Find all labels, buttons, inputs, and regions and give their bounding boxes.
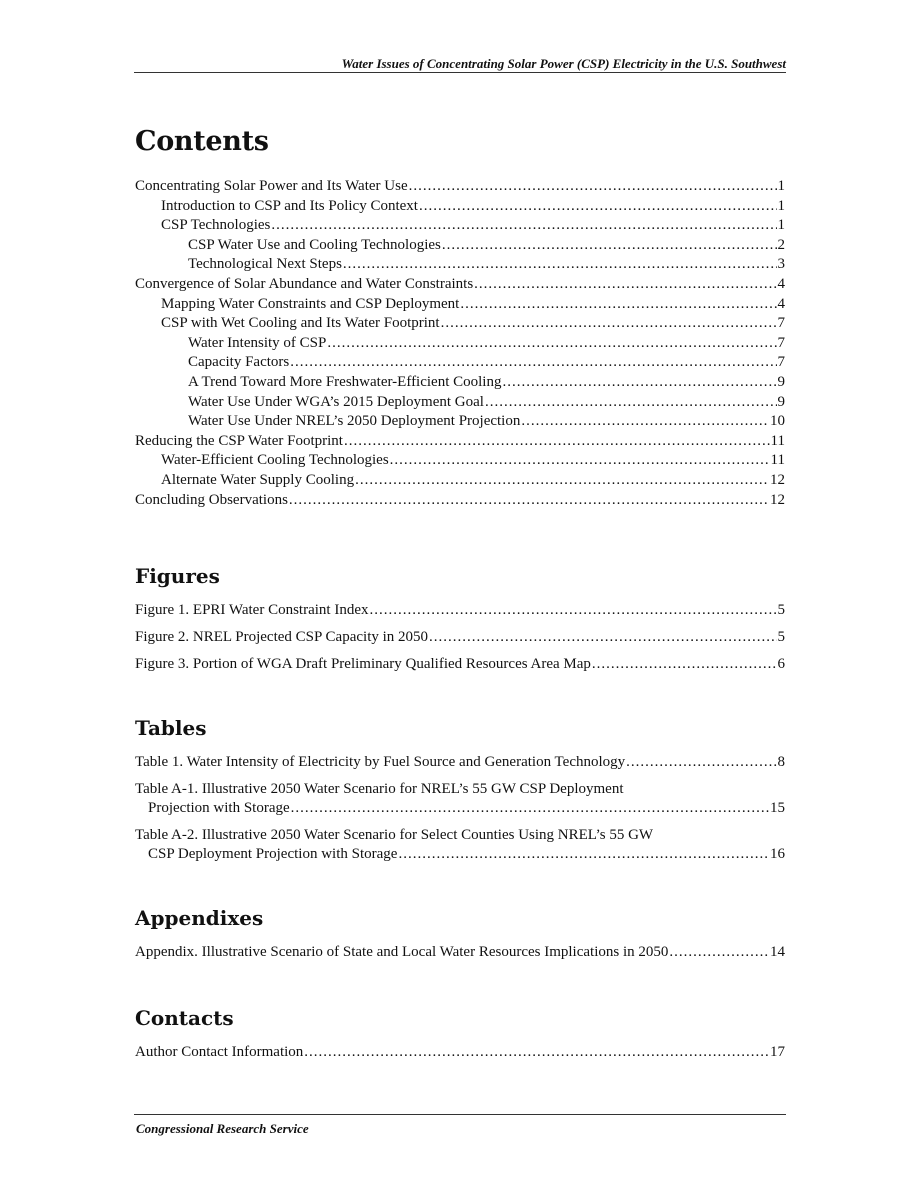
toc-entry-page: 10 (770, 413, 785, 430)
toc-entry-page: 9 (777, 373, 785, 390)
leader-dots (327, 334, 776, 354)
leader-dots (369, 601, 776, 621)
toc-entry[interactable] (135, 393, 785, 413)
toc-entry-page: 4 (777, 295, 785, 312)
toc-entry-page: 12 (770, 471, 785, 488)
toc-entry-page: 2 (777, 236, 785, 253)
toc-entry-title: CSP Water Use and Cooling Technologies (188, 236, 441, 253)
tables-list (135, 753, 785, 872)
toc-entry-page: 1 (777, 217, 785, 234)
leader-dots (521, 412, 769, 432)
toc-entry-page: 1 (777, 178, 785, 194)
toc-entry-page: 11 (770, 432, 785, 449)
toc-entry[interactable] (135, 216, 785, 236)
toc-entry[interactable] (135, 197, 785, 217)
contents-heading: Contents (135, 126, 269, 157)
toc-entry[interactable] (135, 451, 785, 471)
leader-dots (290, 353, 776, 373)
toc-entry-title: Introduction to CSP and Its Policy Context (161, 197, 418, 214)
contacts-list (135, 1043, 785, 1063)
toc-entry-title: CSP with Wet Cooling and Its Water Footprint (161, 315, 440, 332)
running-header: Water Issues of Concentrating Solar Power (CSP) Electricity in the U.S. Southwest (341, 56, 786, 71)
toc-entry-title: Mapping Water Constraints and CSP Deployment (161, 295, 460, 312)
toc-entry[interactable] (135, 236, 785, 256)
toc-entry[interactable] (135, 412, 785, 432)
toc-entry-page: 6 (777, 656, 785, 673)
toc-entry-page: 7 (777, 334, 785, 351)
leader-dots (502, 373, 776, 393)
toc-entry-page: 9 (777, 393, 785, 410)
leader-dots (271, 216, 776, 236)
toc-entry-page: 3 (777, 256, 785, 273)
toc-entry-table-a1[interactable]: Table A-1. Illustrative 2050 Water Scenario for NREL’s 55 GW CSP Deployment Projection with Storage ..... 15 (135, 780, 785, 819)
leader-dots (669, 943, 769, 963)
footer-rule (134, 1114, 786, 1115)
toc-entry-title: A Trend Toward More Freshwater-Efficient Cooling (188, 373, 502, 390)
leader-dots (344, 432, 770, 452)
toc-entry-page: 1 (777, 197, 785, 214)
toc-entry[interactable] (135, 491, 785, 511)
toc-entry-title: Water Use Under WGA’s 2015 Deployment Goal (188, 393, 484, 410)
toc-entry[interactable] (135, 655, 785, 675)
leader-dots (474, 275, 776, 295)
toc-entry-title: Capacity Factors (188, 354, 290, 371)
toc-entry-page: 12 (770, 491, 785, 508)
toc-entry[interactable] (135, 275, 785, 295)
leader-dots (626, 753, 776, 773)
leader-dots (355, 471, 769, 491)
leader-dots (419, 197, 777, 217)
leader-dots (442, 236, 777, 256)
leader-dots (592, 655, 777, 675)
toc-entry-page: 14 (770, 944, 785, 960)
toc-entry-title: Alternate Water Supply Cooling (161, 471, 355, 488)
toc-entry-page: 5 (777, 602, 785, 618)
leader-dots (390, 451, 770, 471)
toc-entry[interactable] (135, 177, 785, 197)
toc-entry[interactable] (135, 353, 785, 373)
figures-heading: Figures (135, 564, 220, 588)
toc-entry-table-1[interactable]: Table 1. Water Intensity of Electricity by Fuel Source and Generation Technology ..... 8 (135, 753, 785, 773)
tables-heading: Tables (135, 716, 207, 740)
toc-entry[interactable] (135, 471, 785, 491)
toc-entry[interactable] (135, 943, 785, 963)
toc-entry-title: Concluding Observations (135, 491, 288, 508)
toc-entry[interactable] (135, 334, 785, 354)
toc-entry-page: 11 (770, 452, 785, 469)
toc-entry-title: Figure 2. NREL Projected CSP Capacity in 2050 (135, 629, 429, 646)
toc-entry-title: Figure 3. Portion of WGA Draft Preliminary Qualified Resources Area Map (135, 656, 591, 673)
toc-entry-page: 4 (777, 275, 785, 292)
leader-dots (343, 255, 777, 275)
leader-dots (441, 314, 777, 334)
toc-entry[interactable] (135, 601, 785, 621)
toc-entry[interactable] (135, 295, 785, 315)
toc-entry-title: Water Intensity of CSP (188, 334, 327, 351)
appendixes-list (135, 943, 785, 963)
header-rule (134, 72, 786, 73)
leader-dots (460, 295, 776, 315)
toc-entry-title: Appendix. Illustrative Scenario of State and Local Water Resources Implications in 2050 (135, 944, 669, 960)
toc-entry-title: Convergence of Solar Abundance and Water Constraints (135, 275, 474, 292)
toc-entry[interactable] (135, 1043, 785, 1063)
leader-dots (398, 845, 769, 865)
toc-entry[interactable] (135, 314, 785, 334)
figures-list (135, 601, 785, 682)
contents-list (135, 177, 785, 510)
leader-dots (485, 393, 777, 413)
toc-entry-title: CSP Technologies (161, 217, 271, 234)
leader-dots (429, 628, 776, 648)
toc-entry-page: 7 (777, 354, 785, 371)
toc-entry-title: Reducing the CSP Water Footprint (135, 432, 343, 449)
toc-entry[interactable] (135, 432, 785, 452)
toc-entry-page: 17 (770, 1044, 785, 1060)
toc-entry-title: Author Contact Information (135, 1044, 304, 1060)
leader-dots (409, 177, 777, 197)
toc-entry-table-a2[interactable]: Table A-2. Illustrative 2050 Water Scenario for Select Counties Using NREL’s 55 GW CSP Deployment Projection with Storage ..... 16 (135, 826, 785, 865)
leader-dots (289, 491, 769, 511)
toc-entry[interactable] (135, 628, 785, 648)
contacts-heading: Contacts (135, 1006, 234, 1030)
toc-entry-title: Concentrating Solar Power and Its Water Use (135, 178, 408, 194)
appendixes-heading: Appendixes (135, 906, 264, 930)
toc-entry[interactable] (135, 255, 785, 275)
toc-entry-page: 5 (777, 629, 785, 646)
toc-entry-page: 7 (777, 315, 785, 332)
toc-entry-title: Technological Next Steps (188, 256, 342, 273)
toc-entry-title: Water Use Under NREL’s 2050 Deployment Projection (188, 413, 521, 430)
toc-entry-title: Water-Efficient Cooling Technologies (161, 452, 389, 469)
footer-text: Congressional Research Service (136, 1121, 309, 1136)
toc-entry[interactable] (135, 373, 785, 393)
leader-dots (291, 799, 769, 819)
leader-dots (304, 1043, 769, 1063)
toc-entry-title: Figure 1. EPRI Water Constraint Index (135, 602, 369, 618)
